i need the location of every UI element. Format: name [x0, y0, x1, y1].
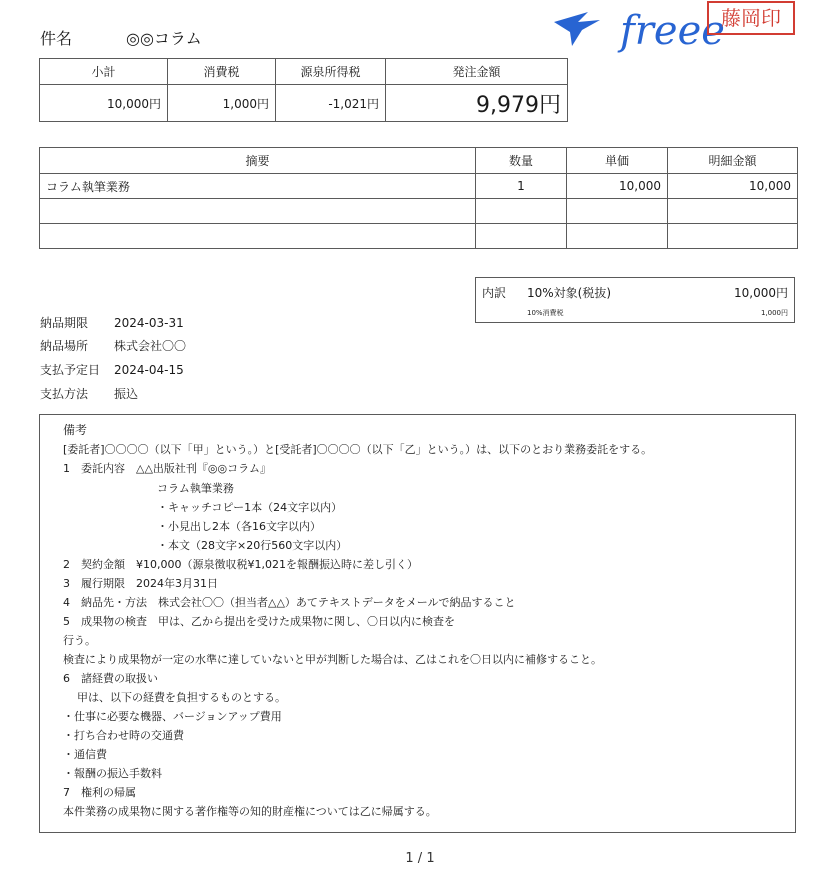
- remarks-line: ・小見出し2本（各16文字以内）: [157, 520, 321, 533]
- remarks-line: 本件業務の成果物に関する著作権等の知的財産権については乙に帰属する。: [63, 805, 437, 818]
- remarks-line: 6 諸経費の取扱い: [63, 672, 158, 685]
- items-table: [39, 147, 798, 249]
- remarks-line: [委託者]〇〇〇〇（以下「甲」という。）と[受託者]〇〇〇〇（以下「乙」という。）は、以下のとおり業務委託をする。: [63, 443, 653, 456]
- item-quantity: [476, 224, 567, 249]
- summary-header-subtotal: 小計: [40, 59, 168, 85]
- table-row: [40, 224, 798, 249]
- summary-header-tax: 消費税: [168, 59, 276, 85]
- table-row: [40, 199, 798, 224]
- remarks-line: 甲は、以下の経費を負担するものとする。: [77, 691, 286, 704]
- remarks-line: ・仕事に必要な機器、バージョンアップ費用: [63, 710, 282, 723]
- items-header-quantity: 数量: [476, 148, 567, 174]
- info-value: 振込: [114, 387, 139, 401]
- bird-icon: [554, 12, 600, 46]
- payment-method: [40, 385, 138, 402]
- subject-value: ◎◎コラム: [126, 29, 202, 48]
- remarks-line: ・本文（28文字×20行560文字以内）: [157, 539, 348, 552]
- info-label: 納品場所: [40, 339, 89, 353]
- remarks-line: 1 委託内容 △△出版社刊『◎◎コラム』: [63, 462, 272, 475]
- items-header-unit-price: 単価: [567, 148, 668, 174]
- summary-header-withholding: 源泉所得税: [276, 59, 386, 85]
- remarks-line: 2 契約金額 ¥10,000（源泉徴収税¥1,021を報酬振込時に差し引く）: [63, 558, 418, 571]
- info-value: 2024-03-31: [114, 316, 184, 330]
- delivery-deadline: [40, 314, 184, 331]
- seal-stamp: [708, 2, 794, 34]
- tax-category-amount: 10,000円: [734, 286, 788, 300]
- remarks-line: ・通信費: [63, 748, 107, 761]
- items-header-description: 摘要: [40, 148, 476, 174]
- tax-breakdown-label: 内訳: [482, 286, 507, 300]
- remarks-line: 5 成果物の検査 甲は、乙から提出を受けた成果物に関し、〇日以内に検査を: [63, 615, 455, 628]
- remarks-line: 検査により成果物が一定の水準に達していないと甲が判断した場合は、乙はこれを〇日以内に補修すること。: [63, 653, 602, 666]
- summary-header-order-amount: 発注金額: [386, 59, 568, 85]
- table-row: [40, 174, 798, 199]
- payment-due-date: [40, 361, 184, 378]
- remarks-line: 4 納品先・方法 株式会社〇〇（担当者△△）あてテキストデータをメールで納品すること: [63, 596, 516, 609]
- item-description: コラム執筆業務: [40, 174, 476, 199]
- summary-subtotal: 10,000円: [40, 85, 168, 122]
- page-number: 1 / 1: [405, 851, 435, 866]
- remarks-line: ・報酬の振込手数料: [63, 767, 162, 780]
- subject-label: 件名: [40, 29, 73, 48]
- item-description: [40, 224, 476, 249]
- info-value: 株式会社〇〇: [114, 339, 187, 353]
- item-unit-price: 10,000: [567, 174, 668, 199]
- item-description: [40, 199, 476, 224]
- seal-text: 藤岡印: [721, 6, 781, 30]
- item-amount: 10,000: [668, 174, 798, 199]
- remarks-line: 3 履行期限 2024年3月31日: [63, 577, 218, 590]
- info-label: 支払予定日: [40, 363, 101, 377]
- tax-category: 10%対象(税抜): [527, 286, 612, 300]
- remarks-line: コラム執筆業務: [157, 482, 234, 495]
- summary-withholding: -1,021円: [276, 85, 386, 122]
- freee-logo: [548, 0, 840, 60]
- item-amount: [668, 199, 798, 224]
- item-quantity: [476, 199, 567, 224]
- tax-breakdown: [475, 277, 795, 323]
- summary-tax: 1,000円: [168, 85, 276, 122]
- remarks-line: ・打ち合わせ時の交通費: [63, 729, 184, 742]
- logo-text: freee: [620, 8, 725, 54]
- remarks-line: 7 権利の帰属: [63, 786, 136, 799]
- summary-table: [39, 58, 568, 122]
- remarks-title: 備考: [63, 423, 88, 437]
- summary-order-amount: 9,979円: [386, 85, 568, 122]
- delivery-place: [40, 337, 186, 354]
- info-value: 2024-04-15: [114, 363, 184, 377]
- info-label: 納品期限: [40, 316, 89, 330]
- tax-sub-amount: 1,000円: [760, 309, 788, 317]
- items-header-amount: 明細金額: [668, 148, 798, 174]
- item-quantity: 1: [476, 174, 567, 199]
- remarks-box: [39, 414, 796, 833]
- remarks-line: 行う。: [63, 634, 96, 647]
- info-label: 支払方法: [40, 387, 89, 401]
- item-unit-price: [567, 199, 668, 224]
- remarks-line: ・キャッチコピー1本（24文字以内）: [157, 501, 343, 514]
- item-amount: [668, 224, 798, 249]
- tax-sub-label: 10%消費税: [527, 309, 564, 317]
- item-unit-price: [567, 224, 668, 249]
